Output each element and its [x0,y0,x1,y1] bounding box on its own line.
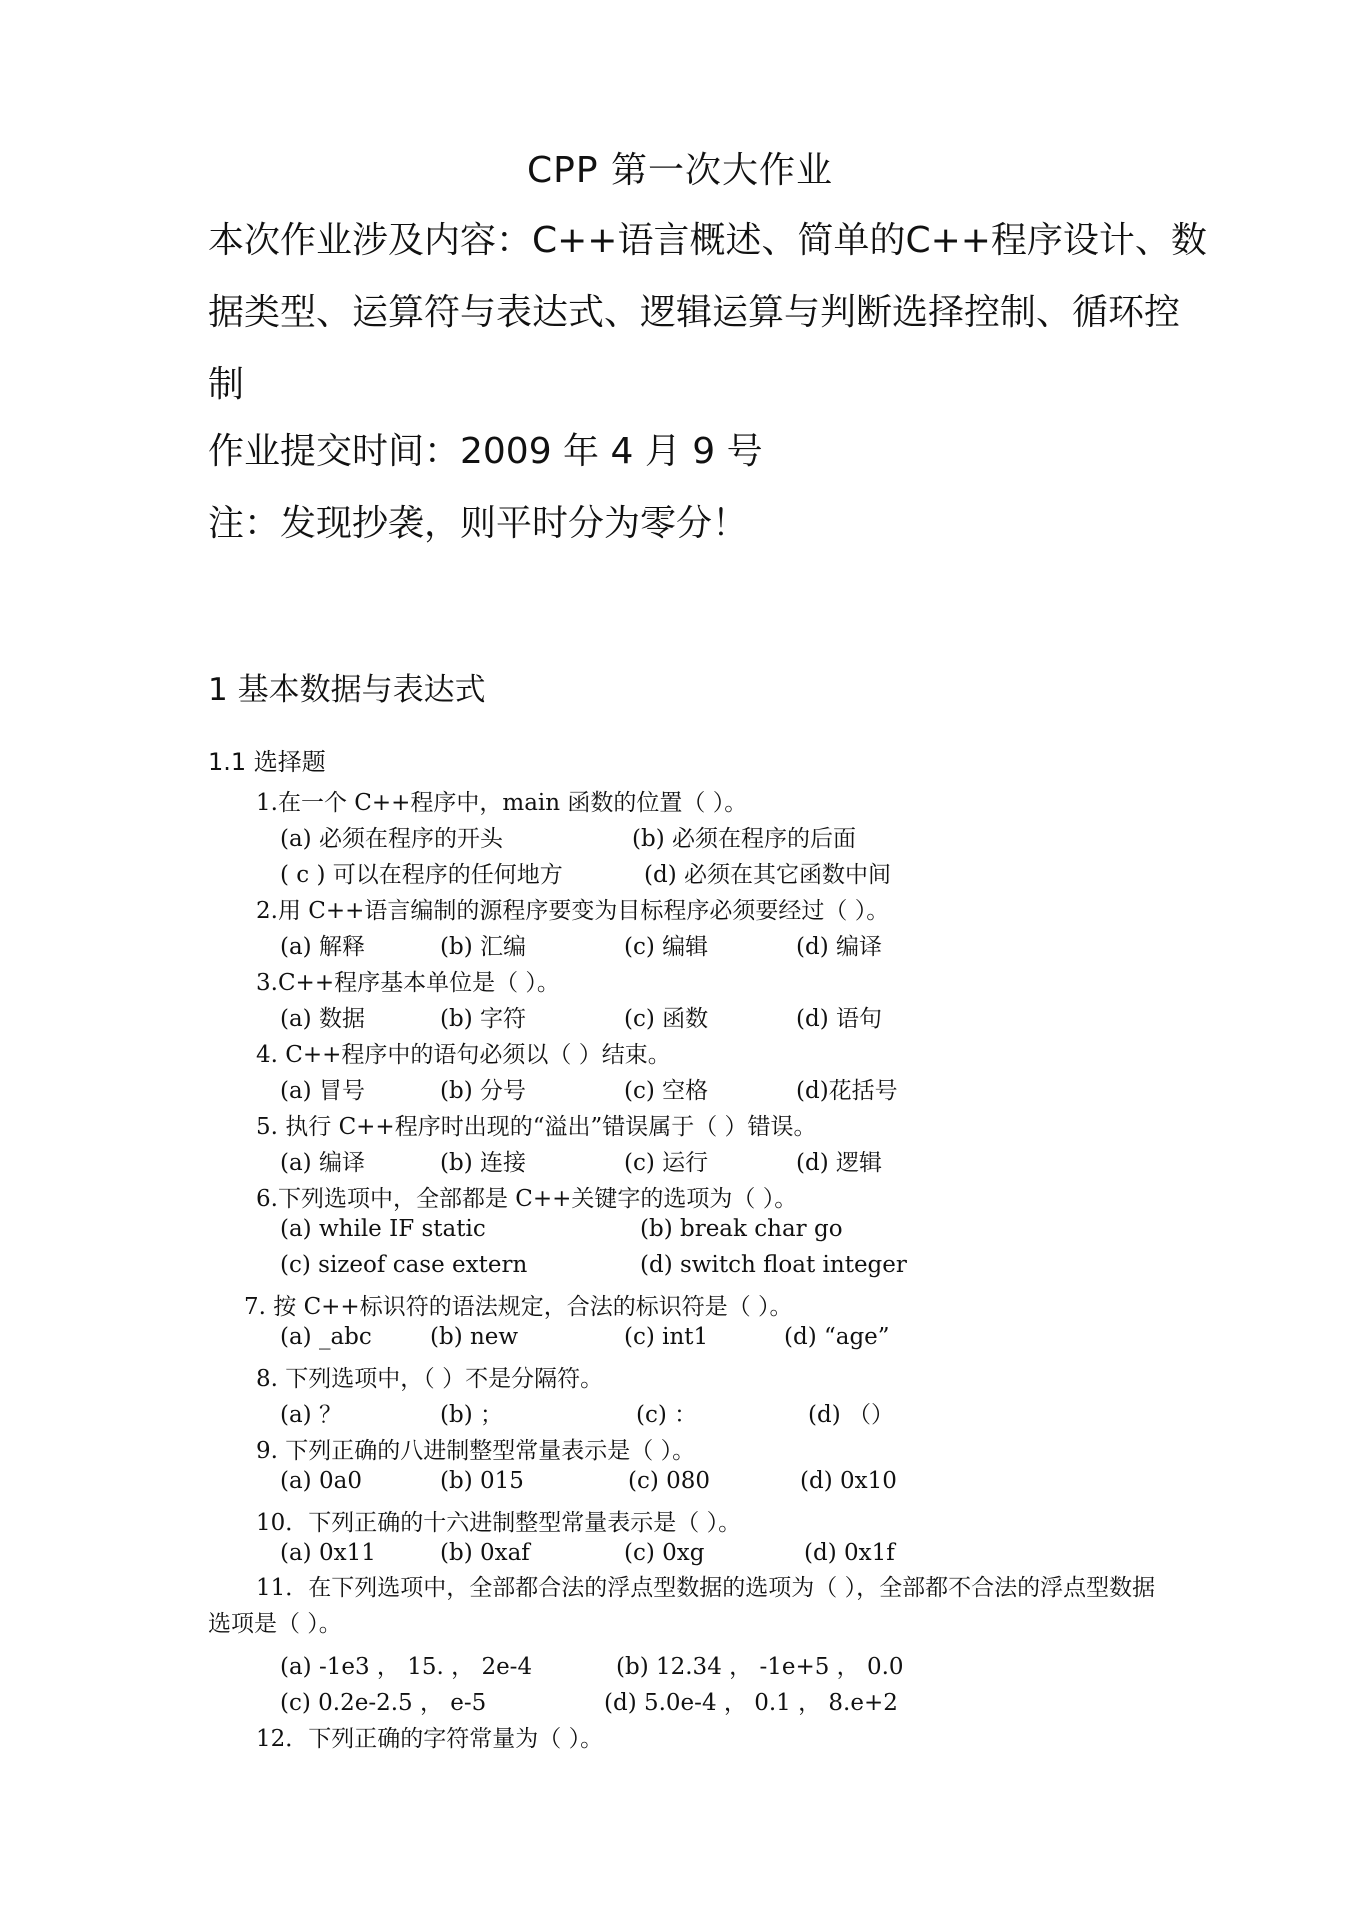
option-2c: (c) 编辑 [624,934,709,960]
question-4: 4. C++程序中的语句必须以（ ）结束。 [256,1042,671,1068]
question-3: 3.C++程序基本单位是（ ）。 [256,970,560,996]
option-6c: (c) sizeof case extern [280,1252,528,1278]
question-9: 9. 下列正确的八进制整型常量表示是（ ）。 [256,1438,696,1464]
option-5a: (a) 编译 [280,1150,365,1176]
option-11c: (c) 0.2e-2.5 ， e-5 [280,1690,487,1716]
question-2: 2.用 C++语言编制的源程序要变为目标程序必须要经过（ ）。 [256,898,890,924]
option-2b: (b) 汇编 [440,934,526,960]
option-8c: (c) ： [636,1402,698,1428]
option-4b: (b) 分号 [440,1078,526,1104]
option-8b: (b) ； [440,1402,503,1428]
document-title: CPP 第一次大作业 [527,150,833,191]
option-7a: (a) _abc [280,1324,372,1350]
option-9a: (a) 0a0 [280,1468,362,1494]
option-8a: (a) ？ [280,1402,342,1428]
option-11b: (b) 12.34 ， -1e+5 ， 0.0 [616,1654,904,1680]
option-6d: (d) switch float integer [640,1252,907,1278]
assignment-scope: 本次作业涉及内容：C++语言概述、简单的C++程序设计、数据类型、运算符与表达式、逻辑运算与判断选择控制、循环控制 [208,220,1207,405]
section-heading: 1 基本数据与表达式 [208,672,486,708]
option-7b: (b) new [430,1324,519,1350]
question-1: 1.在一个 C++程序中，main 函数的位置（ ）。 [256,790,748,816]
option-3d: (d) 语句 [796,1006,882,1032]
option-11d: (d) 5.0e-4 ， 0.1 ， 8.e+2 [604,1690,898,1716]
question-8: 8. 下列选项中，（ ）不是分隔符。 [256,1366,604,1392]
option-9c: (c) 080 [628,1468,711,1494]
option-1c: ( c ) 可以在程序的任何地方 [280,862,563,888]
question-11: 11．在下列选项中，全部都合法的浮点型数据的选项为（ ），全部都不合法的浮点型数据选项是（ ）。 [208,1575,1156,1637]
question-6: 6.下列选项中，全部都是 C++关键字的选项为（ ）。 [256,1186,798,1212]
option-1b: (b) 必须在程序的后面 [632,826,856,852]
question-12: 12．下列正确的字符常量为（ ）。 [256,1726,604,1752]
option-2d: (d) 编译 [796,934,882,960]
question-7: 7. 按 C++标识符的语法规定，合法的标识符是（ ）。 [244,1294,793,1320]
option-10b: (b) 0xaf [440,1540,530,1566]
option-6b: (b) break char go [640,1216,843,1242]
option-4d: (d)花括号 [796,1078,898,1104]
option-10a: (a) 0x11 [280,1540,376,1566]
option-8d: (d) （） [808,1402,894,1428]
option-3c: (c) 函数 [624,1006,709,1032]
option-9b: (b) 015 [440,1468,524,1494]
subsection-heading: 1.1 选择题 [208,748,326,776]
option-5d: (d) 逻辑 [796,1150,882,1176]
option-7c: (c) int1 [624,1324,709,1350]
option-6a: (a) while IF static [280,1216,486,1242]
option-3b: (b) 字符 [440,1006,526,1032]
plagiarism-note: 注：发现抄袭，则平时分为零分！ [208,503,749,544]
option-4a: (a) 冒号 [280,1078,365,1104]
submission-deadline: 作业提交时间：2009 年 4 月 9 号 [208,431,763,472]
option-1a: (a) 必须在程序的开头 [280,826,503,852]
option-11a: (a) -1e3 ， 15. ， 2e-4 [280,1654,533,1680]
option-2a: (a) 解释 [280,934,365,960]
option-10c: (c) 0xg [624,1540,705,1566]
question-10: 10．下列正确的十六进制整型常量表示是（ ）。 [256,1510,742,1536]
option-1d: (d) 必须在其它函数中间 [644,862,891,888]
option-5c: (c) 运行 [624,1150,709,1176]
option-3a: (a) 数据 [280,1006,365,1032]
option-7d: (d) “age” [784,1324,890,1350]
option-10d: (d) 0x1f [804,1540,895,1566]
option-9d: (d) 0x10 [800,1468,897,1494]
option-4c: (c) 空格 [624,1078,709,1104]
option-5b: (b) 连接 [440,1150,526,1176]
question-5: 5. 执行 C++程序时出现的“溢出”错误属于（ ）错误。 [256,1114,817,1140]
